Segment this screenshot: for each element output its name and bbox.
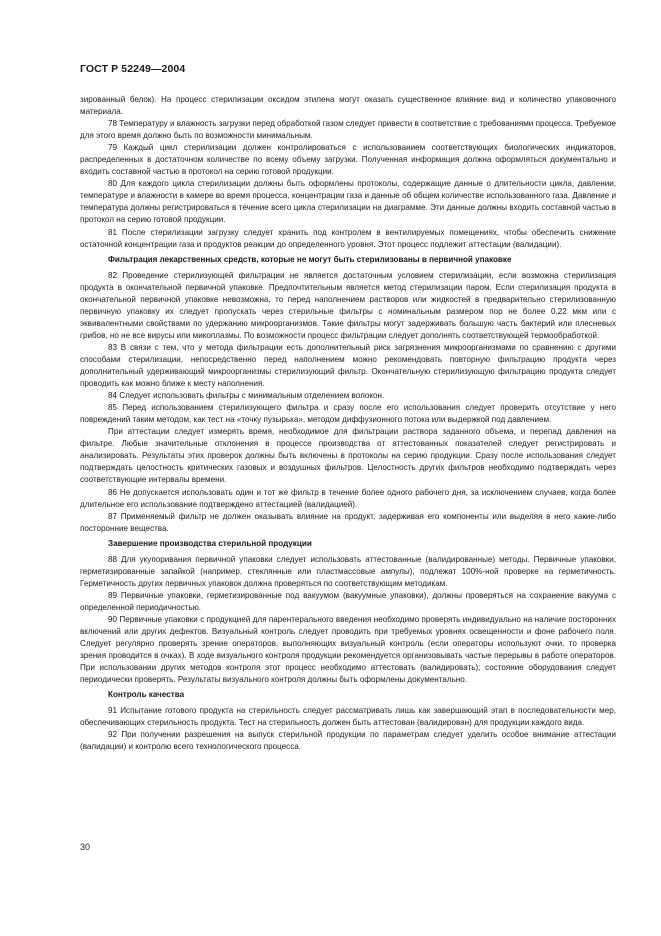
paragraph-85: 85 Перед использованием стерилизующего фильтра и сразу после его использования следует проверить отсутствие у него повреждений таким методом, как тест на «точку пузырька», методом диффузионного потока или выдержкой под давлением. [80,403,616,425]
page-number: 30 [80,842,91,852]
paragraph-89: 89 Первичные упаковки, герметизированные под вакуумом (вакуумные упаковки), должны проверяться на сохранение вакуума с определенной периодичностью. [80,590,616,612]
paragraph-83: 83 В связи с тем, что у метода фильтрации есть дополнительный риск загрязнения микроорганизмами по сравнению с другими способами стерилизации, непосредственно перед наполнением можно рекомендовать повторную фильтрацию продукта через дополнительный удерживающий микроорганизмы стерилизующий фильтр. Окончательную стерилизующую фильтрацию продукта следует проводить как можно ближе к месту наполнения. [80,342,616,389]
paragraph-91: 91 Испытание готового продукта на стерильность следует рассматривать лишь как завершающий этап в последовательности мер, обеспечивающих стерильность продукта. Тест на стерильность должен быть аттестован (валидирован) для продукции каждого вида. [80,706,616,728]
paragraph-84: 84 Следует использовать фильтры с минимальным отделением волокон. [108,391,385,401]
paragraph-86: 86 Не допускается использовать один и тот же фильтр в течение более одного рабочего дня, за исключением случаев, когда более длительное его использование подтверждено аттестацией (валидацией). [80,487,616,509]
paragraph-80: 80 Для каждого цикла стерилизации должны быть оформлены протоколы, содержащие данные о длительности цикла, давлении, температуре и влажности в камере во время процесса, концентрации газа и данные об общем количестве использованного газа. Давление и температура должны регистрироваться в течение всего цикла стерилизации на диаграмме. Эти данные должны входить составной частью в протокол на серию готовой продукции. [80,179,616,225]
paragraph-82: 82 Проведение стерилизующей фильтрации не является достаточным условием стерилизации, если возможна стерилизация продукта в окончательной первичной упаковке. Предпочтительным является метод стерилизации паром. Если стерилизация продукта в окончательной первичной упаковке невозможна, то перед наполнением растворов или жидкостей в предварительно стерилизованную первичную упаковку их следует пропускать через стерильные фильтры с номинальным размером пор не более 0,22 мкм или с эквивалентными свойствами по удержанию микроорганизмов. Такие фильтры могут задерживать большую часть бактерий или плесневых грибов, но не все вирусы или микоплазмы. По возможности процесс фильтрации следует дополнять соответствующей термообработкой. [80,270,616,340]
standard-header: ГОСТ Р 52249—2004 [80,63,186,75]
section-heading-completion: Завершение производства стерильной продукции [108,538,312,548]
paragraph-88: 88 Для укупоривания первичной упаковки следует использовать аттестованные (валидированные) методы. Первичные упаковки, герметизированные запайкой (например, стеклянные или пластмассовые ампулы), подлежат 100%-ной проверке на герметичность. Герметичность других первичных упаковок должна проверяться по соответствующим методикам. [80,554,616,588]
paragraph-87: 87 Применяемый фильтр не должен оказывать влияние на продукт, задерживая его компоненты или выделяя в него какие-либо посторонние вещества. [80,511,616,533]
section-heading-filtration: Фильтрация лекарственных средств, которые не могут быть стерилизованы в первичной упаковке [108,254,512,264]
paragraph-79: 79 Каждый цикл стерилизации должен контролироваться с использованием соответствующих биологических индикаторов, распределенных в достаточном количестве по всему объему загрузки. Полученная информация должна оформляться документально и входить составной частью в протокол на серию готовой продукции. [80,143,616,177]
paragraph-continuation: зированный белок). На процесс стерилизации оксидом этилена могут оказать существенное влияние вид и количество упаковочного материала. [80,95,616,117]
paragraph-85-validation: При аттестации следует измерять время, необходимое для фильтрации раствора заданного объема, и перепад давления на фильтре. Любые значительные отклонения в процессе производства от аттестованных показателей следует регистрировать и анализировать. Результаты этих проверок должны быть включены в протоколы на серию продукции. Сразу после использования следует подтверждать целостность критических газовых и воздушных фильтров. Целостность других фильтров необходимо подтверждать через соответствующие интервалы времени. [80,427,616,485]
paragraph-78: 78 Температуру и влажность загрузки перед обработкой газом следует привести в соответствие с требованиями процесса. Требуемое для этого время должно быть по возможности минимальным. [80,119,616,141]
section-heading-quality-control: Контроль качества [108,690,185,700]
paragraph-92: 92 При получении разрешения на выпуск стерильной продукции по параметрам следует уделить особое внимание аттестации (валидации) и контролю всего технологического процесса. [80,730,616,752]
paragraph-90: 90 Первичные упаковки с продукцией для парентерального введения необходимо проверять индивидуально на наличие посторонних включений или других дефектов. Визуальный контроль следует проводить при требуемых уровнях освещенности и фоне рабочего поля. Следует регулярно проверять зрение операторов, выполняющих визуальный контроль (если операторы используют очки, то проверка зрения проводится в очках). В ходе визуального контроля продукции рекомендуется организовывать частые перерывы в работе операторов. При использовании других методов контроля этот процесс необходимо аттестовать (валидировать); состояние оборудования следует периодически проверять. Результаты визуального контроля должны быть оформлены документально. [80,614,616,685]
document-body [80,94,616,753]
paragraph-81: 81 После стерилизации загрузку следует хранить под контролем в вентилируемых помещениях, чтобы обеспечить снижение остаточной концентрации газа и продуктов реакции до определенного уровня. Этот процесс подлежит аттестации (валидации). [80,227,616,249]
